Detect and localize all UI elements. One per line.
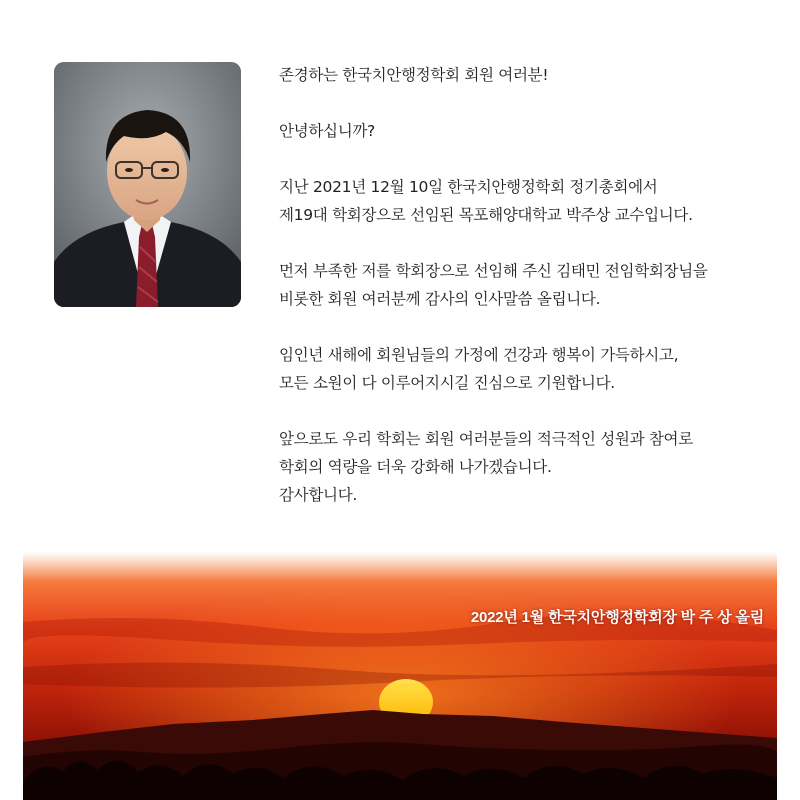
letter-intro-line: 지난 2021년 12월 10일 한국치안행정학회 정기총회에서 — [279, 178, 658, 196]
letter-thanks-line: 비롯한 회원 여러분께 감사의 인사말씀 올립니다. — [279, 290, 601, 308]
letter-closing-paragraph — [279, 425, 779, 509]
greeting-letter — [279, 61, 779, 509]
sunset-illustration — [23, 552, 777, 800]
letter-thanks-paragraph — [279, 257, 779, 313]
letter-greeting: 존경하는 한국치안행정학회 회원 여러분! — [279, 66, 549, 84]
president-portrait-photo — [54, 62, 241, 307]
portrait-illustration — [54, 62, 241, 307]
letter-wishes-paragraph — [279, 341, 779, 397]
letter-closing-line: 앞으로도 우리 학회는 회원 여러분들의 적극적인 성원과 참여로 — [279, 430, 693, 448]
letter-closing-line: 감사합니다. — [279, 486, 357, 504]
letter-hello: 안녕하십니까? — [279, 122, 375, 140]
letter-intro-line: 제19대 학회장으로 선임된 목포해양대학교 박주상 교수입니다. — [279, 206, 693, 224]
letter-closing-line: 학회의 역량을 더욱 강화해 나가겠습니다. — [279, 458, 552, 476]
letter-thanks-line: 먼저 부족한 저를 학회장으로 선임해 주신 김태민 전임학회장님을 — [279, 262, 708, 280]
letter-greeting-paragraph — [279, 61, 779, 89]
sunset-banner-photo — [23, 552, 777, 800]
letter-wishes-line: 임인년 새해에 회원님들의 가정에 건강과 행복이 가득하시고, — [279, 346, 679, 364]
letter-wishes-line: 모든 소원이 다 이루어지시길 진심으로 기원합니다. — [279, 374, 615, 392]
letter-intro-paragraph — [279, 173, 779, 229]
letter-hello-paragraph — [279, 117, 779, 145]
signature-line: 2022년 1월 한국치안행정학회장 박 주 상 올림 — [470, 609, 764, 626]
